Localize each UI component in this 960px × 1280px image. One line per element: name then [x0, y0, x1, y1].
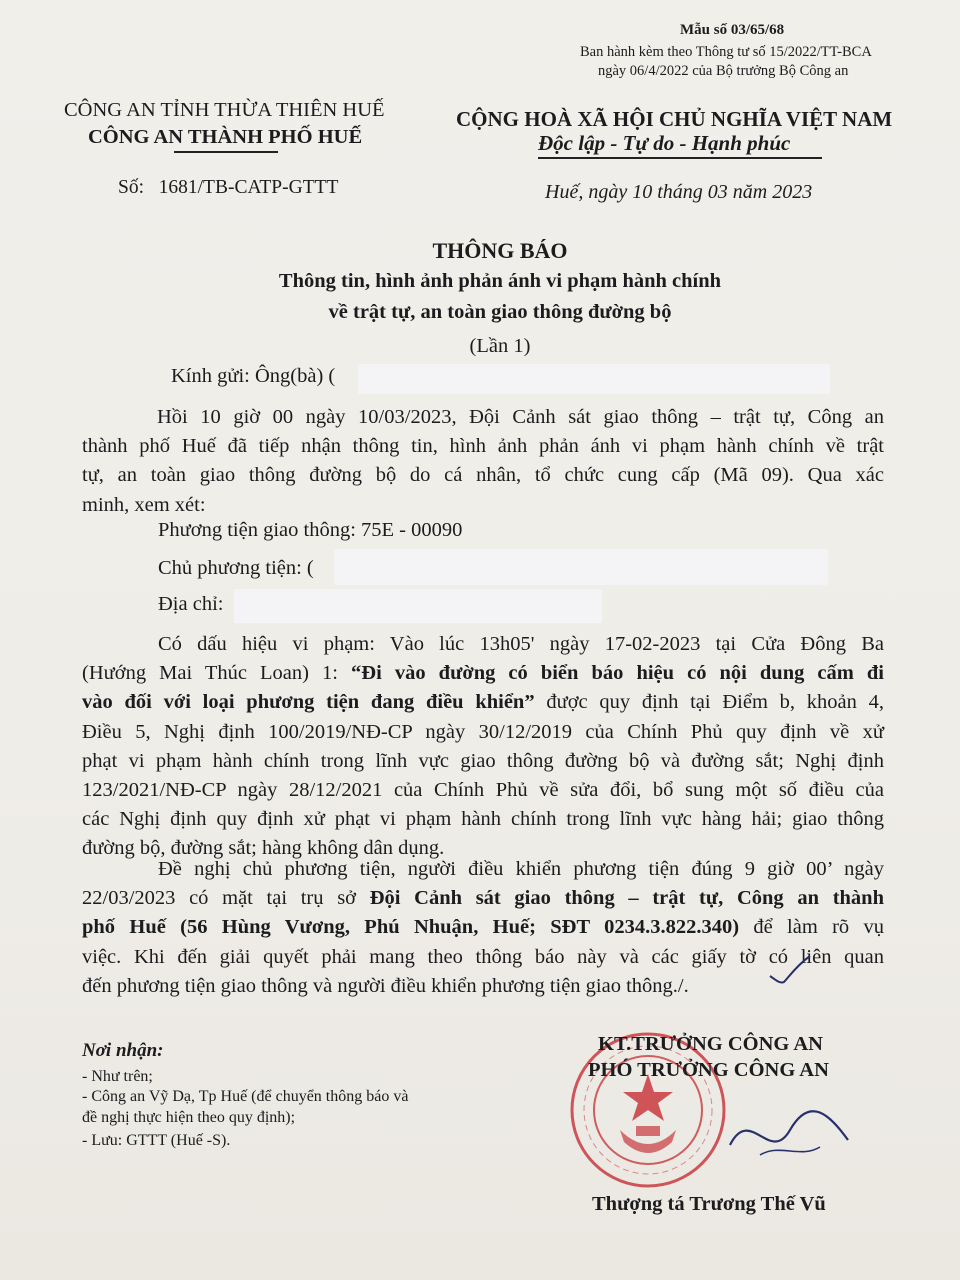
intro-line: Hồi 10 giờ 00 ngày 10/03/2023, Đội Cảnh sát giao thông – trật tự, Công an: [157, 406, 884, 428]
checkmark-scribble-icon: [766, 950, 816, 990]
violation-regulation: được quy định tại Điểm b, khoản 4,: [534, 691, 884, 714]
recipients-heading: Nơi nhận:: [82, 1040, 164, 1061]
violation-line: Có dấu hiệu vi phạm: Vào lúc 13h05' ngày 17-02-2023 tại Cửa Đông Ba: [158, 633, 884, 655]
signature-line1: KT.TRƯỞNG CÔNG AN: [598, 1033, 823, 1055]
violation-description-2: vào đối với loại phương tiện đang điều khiển”: [82, 691, 535, 714]
notice-round: (Lần 1): [469, 335, 531, 357]
issuer-line2: CÔNG AN THÀNH PHỐ HUẾ: [88, 126, 363, 148]
document-date: Huế, ngày 10 tháng 03 năm 2023: [545, 181, 813, 203]
notice-subtitle-2: về trật tự, an toàn giao thông đường bộ: [328, 301, 672, 323]
form-ref-line1: Ban hành kèm theo Thông tư số 15/2022/TT-BCA: [580, 44, 872, 60]
violation-line: [82, 688, 884, 717]
address-redaction: [234, 589, 602, 623]
document-number-label: Số:: [118, 177, 145, 198]
recipient-redaction: [358, 364, 830, 394]
request-line: việc. Khi đến giải quyết phải mang theo thông báo này và các giấy tờ có liên quan: [82, 945, 884, 968]
request-purpose: để làm rõ vụ: [739, 916, 884, 939]
request-office-2: phố Huế (56 Hùng Vương, Phú Nhuận, Huế; SĐT 0234.3.822.340): [82, 916, 740, 939]
recipient-item: - Như trên;: [82, 1068, 153, 1085]
notice-title: THÔNG BÁO: [432, 238, 568, 263]
request-line: đến phương tiện giao thông và người điều khiển phương tiện giao thông./.: [82, 974, 689, 997]
violation-line: các Nghị định quy định xử phạt vi phạm hành chính trong lĩnh vực hàng hải; giao thông: [82, 808, 884, 831]
recipient-item: đề nghị thực hiện theo quy định);: [82, 1109, 296, 1126]
request-office-1: Đội Cảnh sát giao thông – trật tự, Công an thành: [369, 887, 884, 910]
violation-line: [82, 659, 884, 688]
request-line: [82, 884, 884, 913]
intro-paragraph: [82, 403, 884, 520]
signer-name: Thượng tá Trương Thế Vũ: [592, 1193, 826, 1215]
intro-line: tự, an toàn giao thông đường bộ do cá nhân, tổ chức cung cấp (Mã 09). Qua xác: [82, 464, 884, 487]
request-line: Đề nghị chủ phương tiện, người điều khiển phương tiện đúng 9 giờ 00’ ngày: [158, 858, 884, 880]
vehicle-address-label: Địa chỉ:: [158, 593, 224, 615]
violation-line: đường bộ, đường sắt; hàng không dân dụng.: [82, 837, 445, 860]
violation-paragraph: [82, 630, 884, 864]
request-paragraph: [82, 855, 884, 1001]
owner-redaction: [334, 549, 828, 585]
signature-line2: PHÓ TRƯỞNG CÔNG AN: [588, 1059, 829, 1081]
intro-line: minh, xem xét:: [82, 493, 206, 516]
vehicle-plate: Phương tiện giao thông: 75E - 00090: [158, 519, 463, 541]
request-date: 22/03/2023 có mặt tại trụ sở: [82, 887, 370, 910]
violation-line: Điều 5, Nghị định 100/2019/NĐ-CP ngày 30/12/2019 của Chính Phủ quy định về xử: [82, 720, 884, 743]
recipient-item: - Công an Vỹ Dạ, Tp Huế (để chuyển thông báo và: [82, 1088, 409, 1105]
notice-subtitle-1: Thông tin, hình ảnh phản ánh vi phạm hành chính: [278, 270, 722, 292]
form-code: Mẫu số 03/65/68: [680, 22, 785, 38]
recipient-label: Kính gửi: Ông(bà) (: [171, 365, 336, 387]
document-number: [118, 177, 338, 199]
motto-underline: [538, 157, 822, 159]
issuer-line1: CÔNG AN TỈNH THỪA THIÊN HUẾ: [64, 99, 385, 121]
request-line: [82, 913, 884, 942]
handwritten-signature: [720, 1095, 860, 1175]
national-motto: Độc lập - Tự do - Hạnh phúc: [538, 131, 791, 155]
recipient-item: - Lưu: GTTT (Huế -S).: [82, 1132, 231, 1149]
national-title: CỘNG HOÀ XÃ HỘI CHỦ NGHĨA VIỆT NAM: [456, 107, 893, 131]
vehicle-owner-label: Chủ phương tiện: (: [158, 557, 314, 579]
issuer-underline: [174, 151, 278, 153]
intro-line: thành phố Huế đã tiếp nhận thông tin, hình ảnh phản ánh vi phạm hành chính về trật: [82, 435, 884, 458]
form-ref-line2: ngày 06/4/2022 của Bộ trưởng Bộ Công an: [598, 63, 849, 79]
violation-line: 123/2021/NĐ-CP ngày 28/12/2021 của Chính Phủ về sửa đổi, bổ sung một số điều của: [82, 779, 884, 802]
document-number-value: 1681/TB-CATP-GTTT: [158, 177, 339, 198]
violation-line: phạt vi phạm hành chính trong lĩnh vực giao thông đường bộ và đường sắt; Nghị định: [82, 749, 884, 772]
violation-location: (Hướng Mai Thúc Loan) 1:: [82, 662, 352, 685]
violation-description-1: “Đi vào đường có biển báo hiệu có nội dung cấm đi: [351, 662, 885, 685]
